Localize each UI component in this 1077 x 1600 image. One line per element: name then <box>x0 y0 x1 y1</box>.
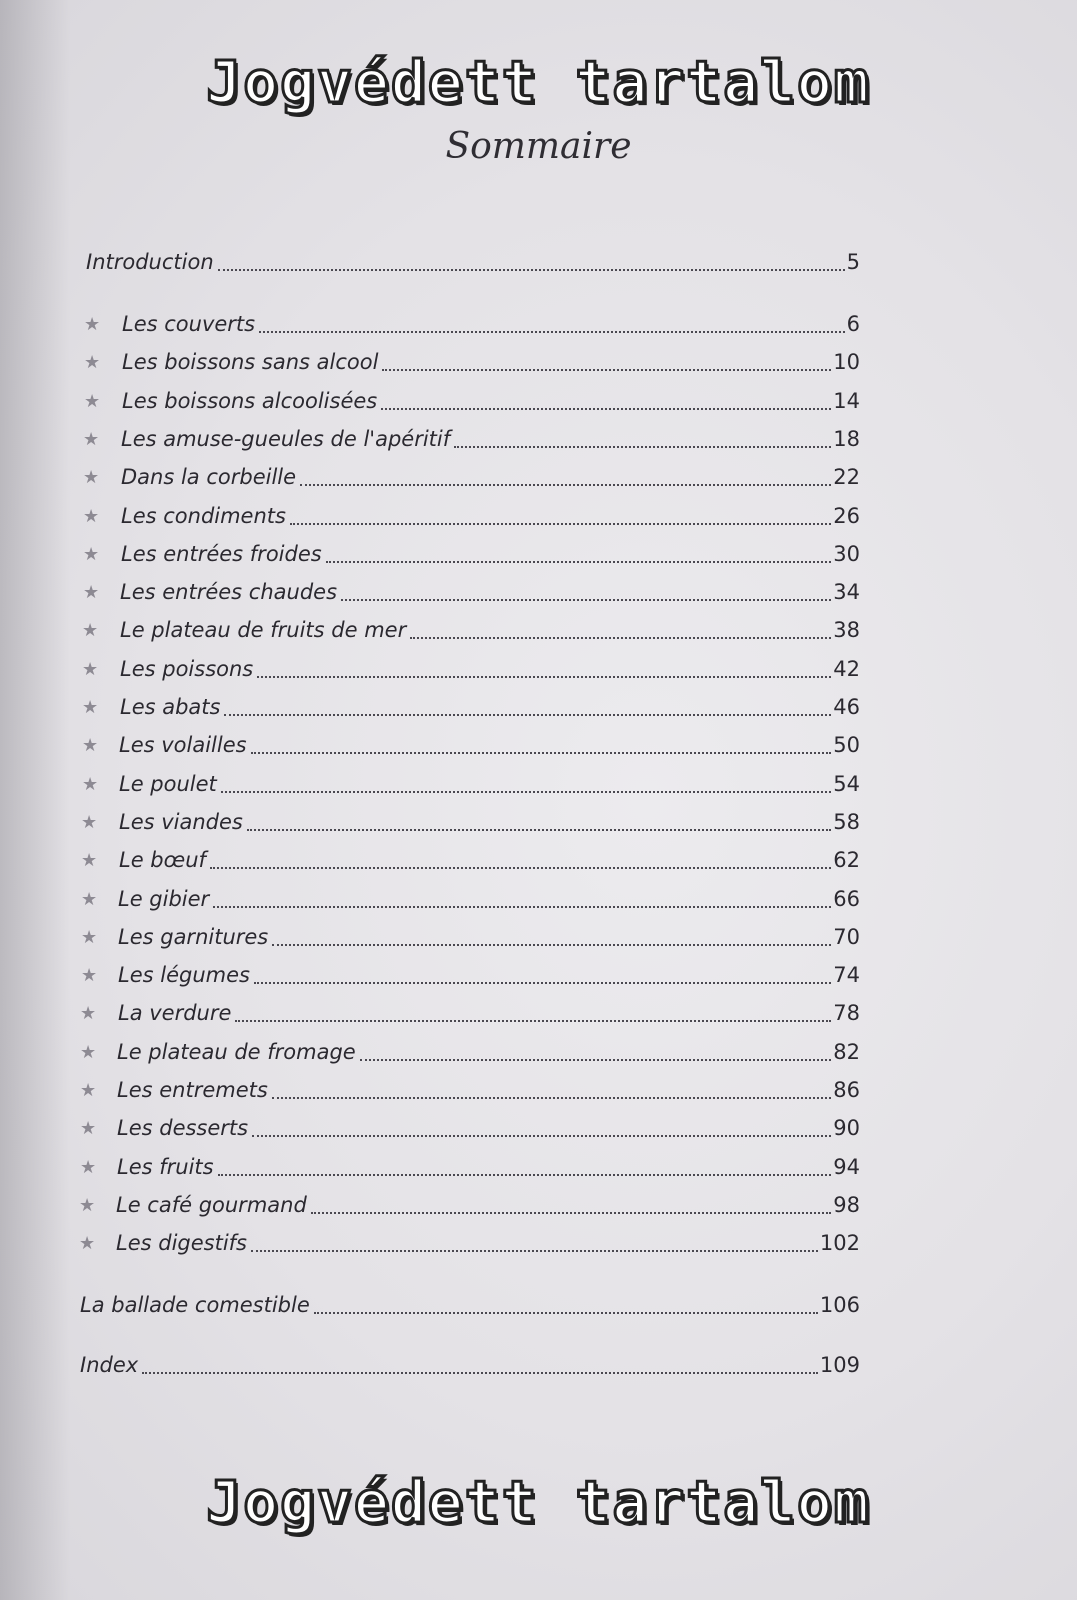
toc-entry-page: 46 <box>833 695 860 719</box>
dot-leader <box>326 561 832 563</box>
toc-entry-label: Les fruits <box>117 1155 214 1179</box>
dot-leader <box>210 867 831 869</box>
toc-entry-chapter[interactable] <box>120 692 860 722</box>
toc-entry-label: Les entremets <box>117 1078 268 1102</box>
toc-entry-chapter[interactable] <box>118 960 860 990</box>
toc-entry-chapter[interactable] <box>122 309 860 339</box>
toc-entry-chapter[interactable] <box>117 1152 860 1182</box>
toc-entry-chapter[interactable] <box>117 1113 860 1143</box>
star-icon: ★ <box>84 391 101 412</box>
toc-entry-label: Le gibier <box>118 887 210 911</box>
toc-entry-label: Le café gourmand <box>116 1193 307 1217</box>
dot-leader <box>257 676 831 678</box>
star-icon: ★ <box>80 1003 97 1024</box>
toc-entry-label: Le plateau de fruits de mer <box>120 618 407 642</box>
toc-entry-label: Le plateau de fromage <box>117 1040 356 1064</box>
toc-entry-chapter[interactable] <box>116 1190 860 1220</box>
toc-entry-page: 38 <box>833 618 860 642</box>
star-icon: ★ <box>84 314 101 335</box>
dot-leader <box>213 906 831 908</box>
toc-entry-ballade[interactable] <box>80 1290 860 1320</box>
dot-leader <box>272 944 831 946</box>
dot-leader <box>454 446 831 448</box>
toc-entry-label: Les entrées froides <box>121 542 322 566</box>
star-icon: ★ <box>82 735 99 756</box>
toc-entry-page: 70 <box>833 925 860 949</box>
star-icon: ★ <box>79 1233 96 1254</box>
star-icon: ★ <box>80 1118 97 1139</box>
toc-entry-index[interactable] <box>80 1350 860 1380</box>
dot-leader <box>360 1059 832 1061</box>
dot-leader <box>224 714 831 716</box>
toc-entry-label: Les boissons sans alcool <box>122 350 379 374</box>
toc-entry-page: 82 <box>833 1040 860 1064</box>
toc-entry-chapter[interactable] <box>119 769 860 799</box>
toc-entry-chapter[interactable] <box>121 539 860 569</box>
toc-entry-page: 54 <box>833 772 860 796</box>
toc-entry-page: 98 <box>833 1193 860 1217</box>
toc-entry-chapter[interactable] <box>118 884 860 914</box>
toc-entry-chapter[interactable] <box>117 1075 860 1105</box>
toc-entry-label: Le bœuf <box>119 848 206 872</box>
star-icon: ★ <box>83 467 100 488</box>
star-icon: ★ <box>82 620 99 641</box>
toc-entry-page: 30 <box>833 542 860 566</box>
star-icon: ★ <box>82 697 99 718</box>
toc-entry-chapter[interactable] <box>120 654 860 684</box>
toc-entry-page: 66 <box>833 887 860 911</box>
toc-entry-label: Les poissons <box>120 657 254 681</box>
star-icon: ★ <box>82 659 99 680</box>
toc-entry-page: 18 <box>833 427 860 451</box>
dot-leader <box>251 1250 818 1252</box>
toc-entry-label: Index <box>80 1353 139 1377</box>
toc-entry-page: 62 <box>833 848 860 872</box>
dot-leader <box>218 1174 832 1176</box>
toc-entry-page: 106 <box>819 1293 860 1317</box>
toc-entry-chapter[interactable] <box>119 845 860 875</box>
toc-entry-chapter[interactable] <box>119 807 860 837</box>
dot-leader <box>381 408 831 410</box>
toc-entry-page: 6 <box>846 312 860 336</box>
toc-entry-label: Les amuse-gueules de l'apéritif <box>121 427 451 451</box>
star-icon: ★ <box>84 352 101 373</box>
dot-leader <box>272 1097 831 1099</box>
dot-leader <box>300 484 831 486</box>
star-icon: ★ <box>80 1157 97 1178</box>
toc-entry-label: Dans la corbeille <box>121 465 297 489</box>
toc-entry-chapter[interactable] <box>122 386 860 416</box>
dot-leader <box>314 1312 818 1314</box>
toc-entry-chapter[interactable] <box>116 1228 860 1258</box>
toc-entry-label: Les digestifs <box>116 1231 247 1255</box>
toc-entry-label: Les entrées chaudes <box>120 580 338 604</box>
star-icon: ★ <box>83 429 100 450</box>
toc-entry-page: 34 <box>833 580 860 604</box>
dot-leader <box>235 1020 831 1022</box>
dot-leader <box>290 523 831 525</box>
toc-entry-label: Les boissons alcoolisées <box>122 389 378 413</box>
toc-entry-label: Les viandes <box>119 810 243 834</box>
toc-entry-label: Les abats <box>120 695 221 719</box>
star-icon: ★ <box>79 1195 96 1216</box>
toc-entry-page: 50 <box>833 733 860 757</box>
dot-leader <box>251 752 832 754</box>
toc-entry-page: 78 <box>833 1001 860 1025</box>
toc-entry-label: Les légumes <box>118 963 250 987</box>
toc-entry-page: 10 <box>833 350 860 374</box>
toc-entry-chapter[interactable] <box>119 730 860 760</box>
dot-leader <box>410 637 831 639</box>
toc-entry-chapter[interactable] <box>117 1037 860 1067</box>
star-icon: ★ <box>81 927 98 948</box>
dot-leader <box>382 369 831 371</box>
dot-leader <box>311 1212 831 1214</box>
toc-entry-page: 22 <box>833 465 860 489</box>
toc-entry-chapter[interactable] <box>122 347 860 377</box>
dot-leader <box>259 331 845 333</box>
star-icon: ★ <box>83 582 100 603</box>
star-icon: ★ <box>81 812 98 833</box>
toc-entry-page: 5 <box>846 250 860 274</box>
toc-entry-label: La ballade comestible <box>80 1293 310 1317</box>
toc-entry-page: 26 <box>833 504 860 528</box>
watermark-bottom: Jogvédett tartalom <box>206 1468 871 1536</box>
toc-entry-page: 58 <box>833 810 860 834</box>
dot-leader <box>252 1135 831 1137</box>
watermark-top: Jogvédett tartalom <box>206 48 871 116</box>
dot-leader <box>247 829 831 831</box>
toc-entry-page: 109 <box>819 1353 860 1377</box>
star-icon: ★ <box>83 544 100 565</box>
toc-entry-label: Les condiments <box>121 504 286 528</box>
star-icon: ★ <box>81 965 98 986</box>
dot-leader <box>218 269 845 271</box>
toc-entry-page: 90 <box>833 1116 860 1140</box>
toc-entry-page: 86 <box>833 1078 860 1102</box>
star-icon: ★ <box>81 889 98 910</box>
dot-leader <box>142 1372 818 1374</box>
toc-entry-chapter[interactable] <box>118 998 860 1028</box>
toc-entry-introduction[interactable] <box>86 247 860 277</box>
toc-entry-label: Les desserts <box>117 1116 249 1140</box>
star-icon: ★ <box>83 506 100 527</box>
toc-entry-chapter[interactable] <box>118 922 860 952</box>
toc-entry-page: 74 <box>833 963 860 987</box>
toc-entry-label: Les garnitures <box>118 925 269 949</box>
dot-leader <box>221 791 831 793</box>
toc-entry-page: 42 <box>833 657 860 681</box>
toc-entry-label: La verdure <box>118 1001 232 1025</box>
dot-leader <box>341 599 831 601</box>
star-icon: ★ <box>82 774 99 795</box>
dot-leader <box>254 982 831 984</box>
toc-entry-label: Les volailles <box>119 733 247 757</box>
toc-entry-page: 102 <box>819 1231 860 1255</box>
star-icon: ★ <box>81 850 98 871</box>
toc-entry-label: Le poulet <box>119 772 217 796</box>
page-title: Sommaire <box>445 126 632 167</box>
toc-entry-label: Introduction <box>86 250 214 274</box>
toc-entry-label: Les couverts <box>122 312 256 336</box>
toc-entry-chapter[interactable] <box>120 577 860 607</box>
toc-entry-chapter[interactable] <box>121 424 860 454</box>
toc-entry-chapter[interactable] <box>120 615 860 645</box>
toc-entry-page: 14 <box>833 389 860 413</box>
toc-entry-chapter[interactable] <box>121 462 860 492</box>
star-icon: ★ <box>80 1080 97 1101</box>
toc-entry-page: 94 <box>833 1155 860 1179</box>
star-icon: ★ <box>80 1042 97 1063</box>
toc-entry-chapter[interactable] <box>121 501 860 531</box>
